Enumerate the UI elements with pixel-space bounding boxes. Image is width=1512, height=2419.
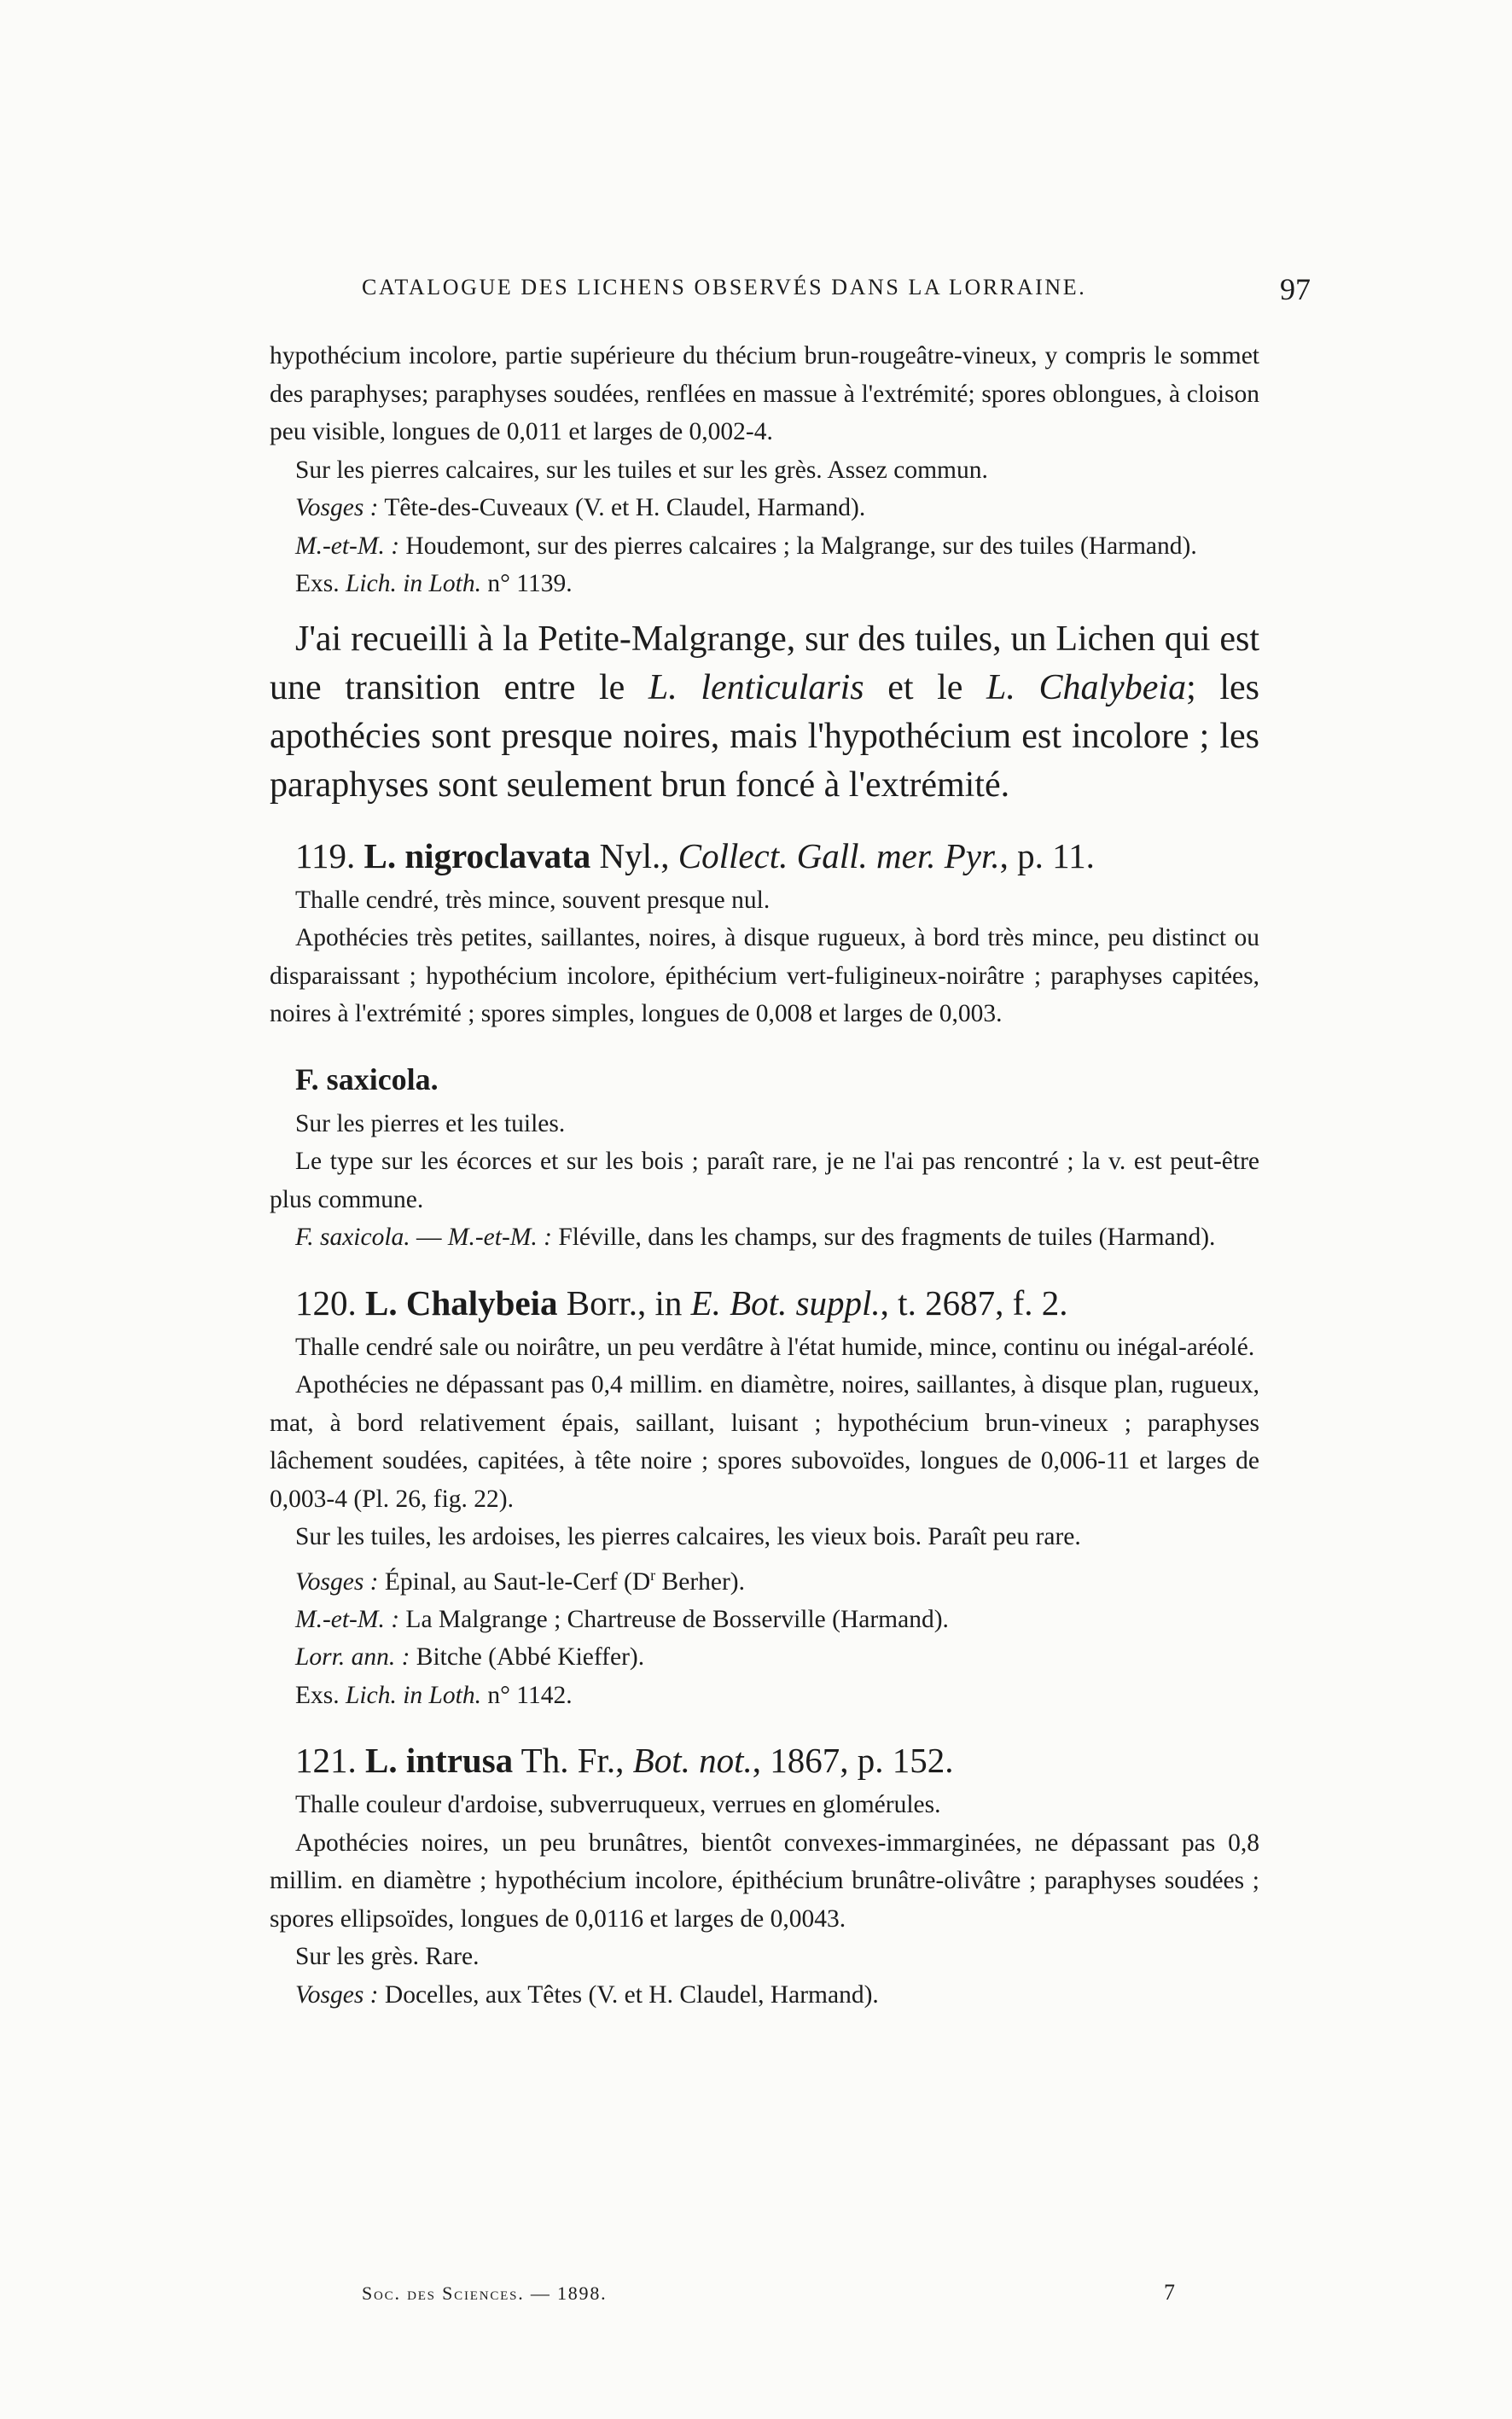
apothecies-description: Apothécies très petites, saillantes, noires, à disque rugueux, à bord très mince, peu distinct ou disparaissant ; hypothécium incolore, épithécium vert-fuligineux-noirâtre ; paraphyses capitées, noires à l'extrémité ; spores simples, longues de 0,008 et larges de 0,003. <box>270 924 1259 1027</box>
species-reference-page: , p. 11. <box>999 835 1095 875</box>
locality-meurthe-et-moselle <box>270 1218 1259 1257</box>
species-name: L. nigroclavata <box>363 835 591 875</box>
note-species: L. lenticularis <box>648 667 864 707</box>
locality-text: Fléville, dans les champs, sur des fragments de tuiles (Harmand). <box>551 1224 1216 1251</box>
species-reference: Bot. not. <box>632 1741 753 1781</box>
species-name: L. intrusa <box>365 1741 514 1781</box>
locality-text: Houdemont, sur des pierres calcaires ; la Malgrange, sur des tuiles (Harmand). <box>399 532 1197 560</box>
locality-text: Bitche (Abbé Kieffer). <box>410 1643 645 1672</box>
observation-note <box>270 615 1259 810</box>
locality-label: Vosges : <box>295 494 379 521</box>
habitat-line: Sur les pierres calcaires, sur les tuiles et sur les grès. Assez commun. <box>295 456 988 484</box>
exs-number: n° 1142. <box>481 1681 573 1709</box>
species-name: L. Chalybeia <box>365 1282 558 1323</box>
exs-title: Lich. in Loth. <box>346 570 481 597</box>
form-reference: F. saxicola. <box>295 1224 410 1251</box>
species-number: 121. <box>295 1741 357 1781</box>
locality-vosges <box>270 1556 1259 1601</box>
locality-label: Vosges : <box>295 1567 379 1596</box>
species-heading-121 <box>270 1735 1259 1786</box>
continued-description: hypothécium incolore, partie supérieure du thécium brun-rougeâtre-vineux, y compris le sommet des paraphyses; paraphyses soudées, renflées en massue à l'extrémité; spores oblongues, à cloison peu visible, longues de 0,011 et larges de 0,002-4. <box>270 342 1259 445</box>
locality-lorraine-annexee <box>270 1638 1259 1677</box>
signature-mark: 7 <box>1164 2280 1175 2305</box>
locality-text: Épinal, au Saut-le-Cerf (D <box>378 1567 651 1596</box>
habitat-line: Sur les grès. Rare. <box>295 1943 480 1971</box>
species-author: Nyl., <box>590 835 678 875</box>
exsiccata-line <box>270 1677 1259 1715</box>
locality-label: M.-et-M. : <box>295 532 400 560</box>
superscript: r <box>650 1566 656 1584</box>
type-remark: Le type sur les écorces et sur les bois ; paraît rare, je ne l'ai pas rencontré ; la v. est peut-être plus commune. <box>270 1148 1259 1213</box>
note-species: L. Chalybeia <box>986 667 1187 707</box>
locality-meurthe-et-moselle <box>270 1601 1259 1639</box>
note-text: ; les apothécies sont presque noires, mais l'hypothécium est incolore ; les paraphyses sont seulement brun foncé à l'extrémité. <box>270 667 1259 805</box>
locality-vosges <box>270 1976 1259 2015</box>
locality-text: Docelles, aux Têtes (V. et H. Claudel, Harmand). <box>378 1980 879 2009</box>
species-heading-120 <box>270 1277 1259 1329</box>
locality-vosges <box>270 489 1259 527</box>
apothecies-description: Apothécies ne dépassant pas 0,4 millim. en diamètre, noires, saillantes, à disque plan, rugueux, mat, à bord relativement épais, saillant, luisant ; hypothécium brun-vineux ; paraphyses lâchement soudées, capitées, à tête noire ; spores subovoïdes, longues de 0,006-11 et larges de 0,003-4 (Pl. 26, fig. 22). <box>270 1371 1259 1513</box>
thalle-description: Thalle cendré, très mince, souvent presque nul. <box>295 886 771 914</box>
page-number: 97 <box>1280 272 1311 306</box>
thalle-description: Thalle couleur d'ardoise, subverruqueux, verrues en glomérules. <box>295 1791 941 1819</box>
species-number: 120. <box>295 1282 357 1323</box>
locality-text: Tête-des-Cuveaux (V. et H. Claudel, Harmand). <box>378 494 866 521</box>
note-text: J'ai recueilli à la Petite-Malgrange, sur des tuiles, un Lichen qui est une transition entre le <box>270 619 1259 707</box>
exsiccata-line <box>270 565 1259 603</box>
species-reference-page: , 1867, p. 152. <box>752 1741 954 1781</box>
dash: — <box>410 1224 448 1251</box>
locality-text: La Malgrange ; Chartreuse de Bosserville (Harmand). <box>399 1605 949 1633</box>
locality-label: Lorr. ann. : <box>295 1643 410 1672</box>
exs-prefix: Exs. <box>295 570 346 597</box>
note-text: et le <box>864 667 987 707</box>
locality-label: M.-et-M. : <box>447 1224 552 1251</box>
locality-label: M.-et-M. : <box>295 1605 400 1633</box>
text-column <box>270 337 1259 2014</box>
habitat-line: Sur les pierres et les tuiles. <box>295 1109 566 1137</box>
locality-meurthe-et-moselle <box>270 527 1259 566</box>
habitat-line: Sur les tuiles, les ardoises, les pierres calcaires, les vieux bois. Paraît peu rare. <box>295 1523 1081 1550</box>
apothecies-description: Apothécies noires, un peu brunâtres, bientôt convexes-immarginées, ne dépassant pas 0,8 millim. en diamètre ; hypothécium incolore, épithécium brunâtre-olivâtre ; paraphyses soudées ; spores ellipsoïdes, longues de 0,0116 et larges de 0,0043. <box>270 1829 1259 1933</box>
exs-prefix: Exs. <box>295 1681 346 1709</box>
species-reference: E. Bot. suppl. <box>690 1282 881 1323</box>
running-header: CATALOGUE DES LICHENS OBSERVÉS DANS LA LORRAINE. <box>362 275 1087 299</box>
footer-society: Soc. des Sciences. — 1898. <box>362 2282 608 2304</box>
exs-number: n° 1139. <box>481 570 573 597</box>
species-heading-119 <box>270 830 1259 881</box>
locality-label: Vosges : <box>295 1980 379 2009</box>
species-reference-page: , t. 2687, f. 2. <box>880 1282 1068 1323</box>
form-heading-saxicola: F. saxicola. <box>295 1061 439 1096</box>
species-author: Th. Fr., <box>513 1741 633 1781</box>
thalle-description: Thalle cendré sale ou noirâtre, un peu verdâtre à l'état humide, mince, continu ou inégal-aréolé. <box>295 1333 1255 1361</box>
species-author: Borr., in <box>557 1282 691 1323</box>
exs-title: Lich. in Loth. <box>346 1681 481 1709</box>
locality-text: Berher). <box>655 1567 746 1596</box>
species-number: 119. <box>295 835 356 875</box>
species-reference: Collect. Gall. mer. Pyr. <box>677 835 1000 875</box>
